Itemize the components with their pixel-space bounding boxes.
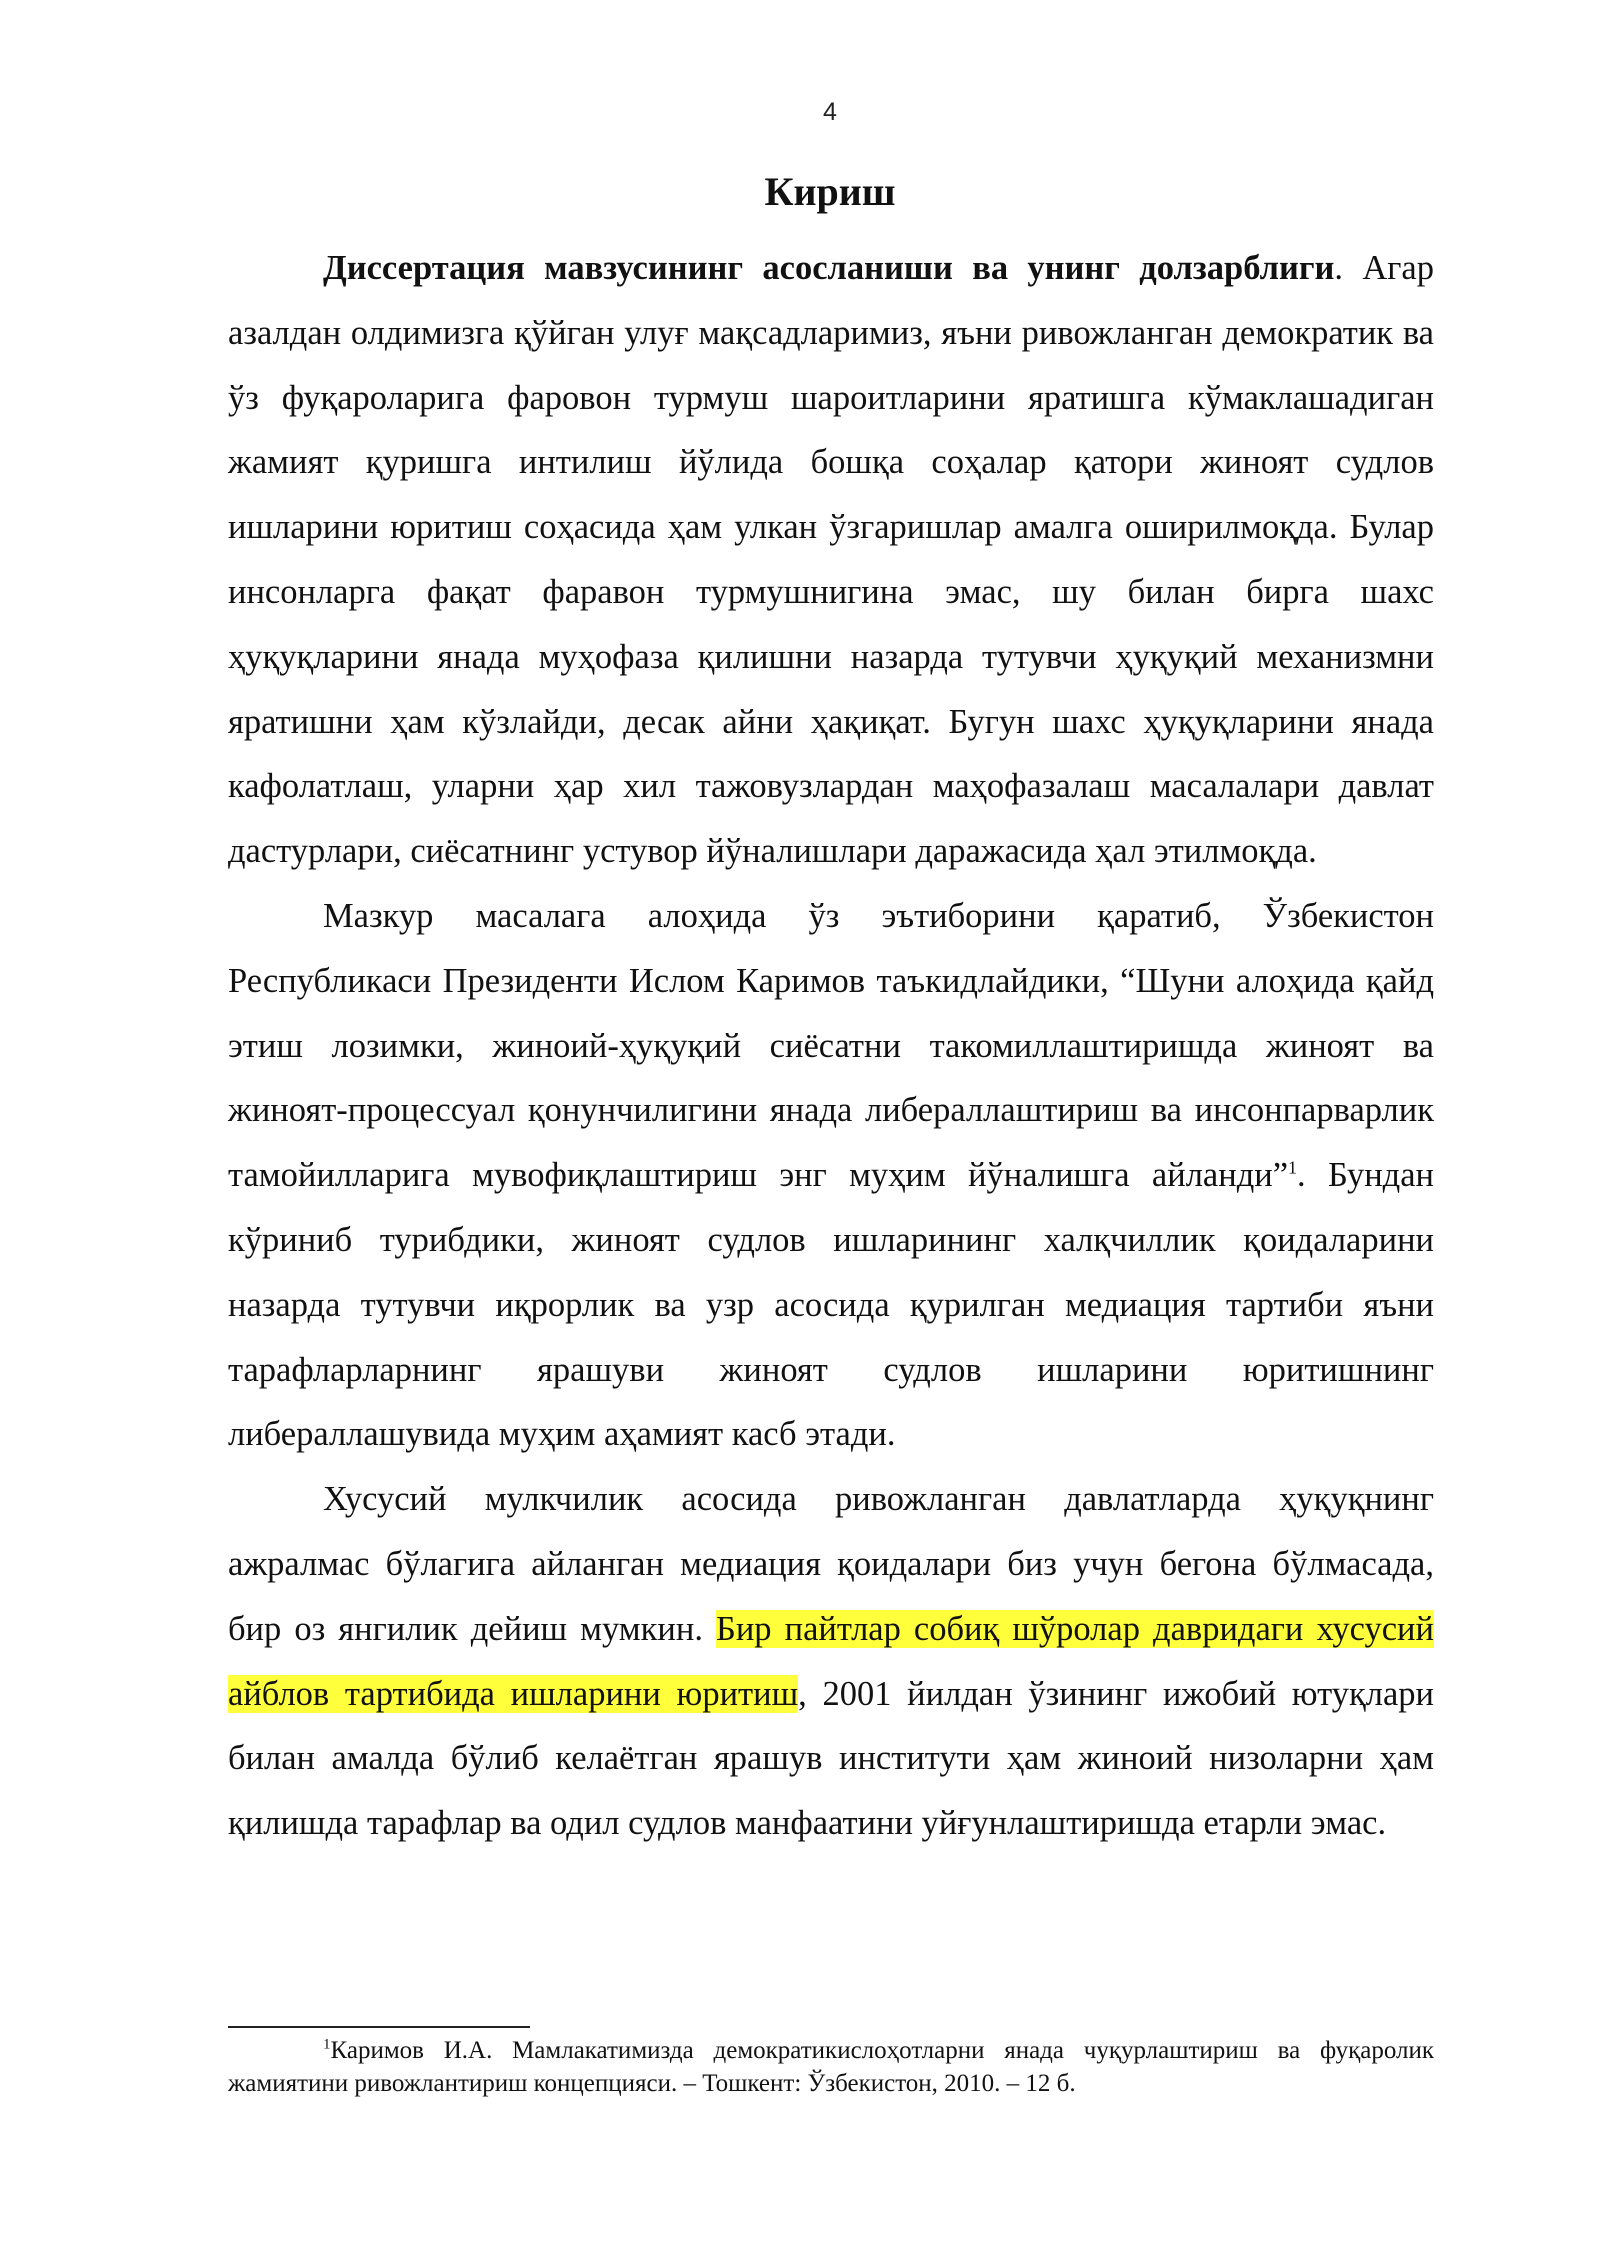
paragraph-lead-period: . xyxy=(1334,249,1344,287)
paragraph-2 xyxy=(228,884,1434,1467)
footnote-separator xyxy=(228,2026,530,2028)
footnote-marker: 1 xyxy=(323,2036,331,2053)
paragraph-2-text: . Бундан кўриниб турибдики, жиноят судлов ишларининг халқчиллик қоидаларини назарда тутувчи иқрорлик ва узр асосида қурилган медиация тартиби яъни тарафларларнинг ярашуви жиноят судлов ишларини юритишнинг либераллашувида муҳим аҳамият касб этади. xyxy=(228,1156,1435,1454)
paragraph-3-text-start: Хусусий мулкчилик асосида ривожланган давлатларда ҳуқуқнинг ажралмас бўлагига айланган медиация қоидалари биз учун бегона бўлмасада, бир оз янгилик дейиш мумкин. xyxy=(228,1480,1434,1648)
paragraph-lead-title: Диссертация мавзусининг асосланиши ва унинг долзарблиги xyxy=(323,249,1335,287)
body-text xyxy=(228,236,1434,1856)
page-number: 4 xyxy=(823,98,837,126)
paragraph-3 xyxy=(228,1467,1434,1856)
paragraph-1 xyxy=(228,236,1434,884)
paragraph-3-text-end: , 2001 йилдан ўзининг ижобий ютуқлари билан амалда бўлиб келаётган ярашув институти ҳам жиноий низоларни ҳам қилишда тарафлар ва одил судлов манфаатини уйғунлаштиришда етарли эмас. xyxy=(228,1674,1435,1843)
paragraph-2-quote-text: Мазкур масалага алоҳида ўз эътиборини қаратиб, Ўзбекистон Республикаси Президенти Ислом Каримов таъкидлайдики, “Шуни алоҳида қайд этиш лозимки, жиноий-ҳуқуқий сиёсатни такомиллаштиришда жиноят ва жиноят-процессуал қонунчилигини янада либераллаштириш ва инсонпарварлик тамойилларига мувофиқлаштириш энг муҳим йўналишга айланди” xyxy=(228,896,1434,1195)
paragraph-1-text: Агар азалдан олдимизга қўйган улуғ мақсадларимиз, яъни ривожланган демократик ва ўз фуқароларига фаровон турмуш шароитларини яратишга кўмаклашадиган жамият қуришга интилиш йўлида бошқа соҳалар қатори жиноят судлов ишларини юритиш соҳасида ҳам улкан ўзгаришлар амалга оширилмоқда. Булар инсонларга фақат фаравон турмушнигина эмас, шу билан бирга шахс ҳуқуқларини янада муҳофаза қилишни назарда тутувчи ҳуқуқий механизмни яратишни ҳам кўзлайди, десак айни ҳақиқат. Бугун шахс ҳуқуқларини янада кафолатлаш, уларни ҳар хил тажовузлардан маҳофазалаш масалалари давлат дастурлари, сиёсатнинг устувор йўналишлари даражасида ҳал этилмоқда. xyxy=(228,249,1434,871)
footnote-reference[interactable]: 1 xyxy=(1288,1157,1298,1178)
section-heading: Кириш xyxy=(764,169,896,214)
footnote xyxy=(228,2034,1434,2100)
highlighted-text: Бир пайтлар собиқ шўролар давридаги хусусий айблов тартибида ишларини юритиш xyxy=(228,1609,1434,1713)
footnote-text: Каримов И.А. Мамлакатимизда демократикислоҳотларни янада чуқурлаштириш ва фуқаролик жамиятини ривожлантириш концепцияси. – Тошкент: Ўзбекистон, 2010. – 12 б. xyxy=(228,2037,1434,2097)
